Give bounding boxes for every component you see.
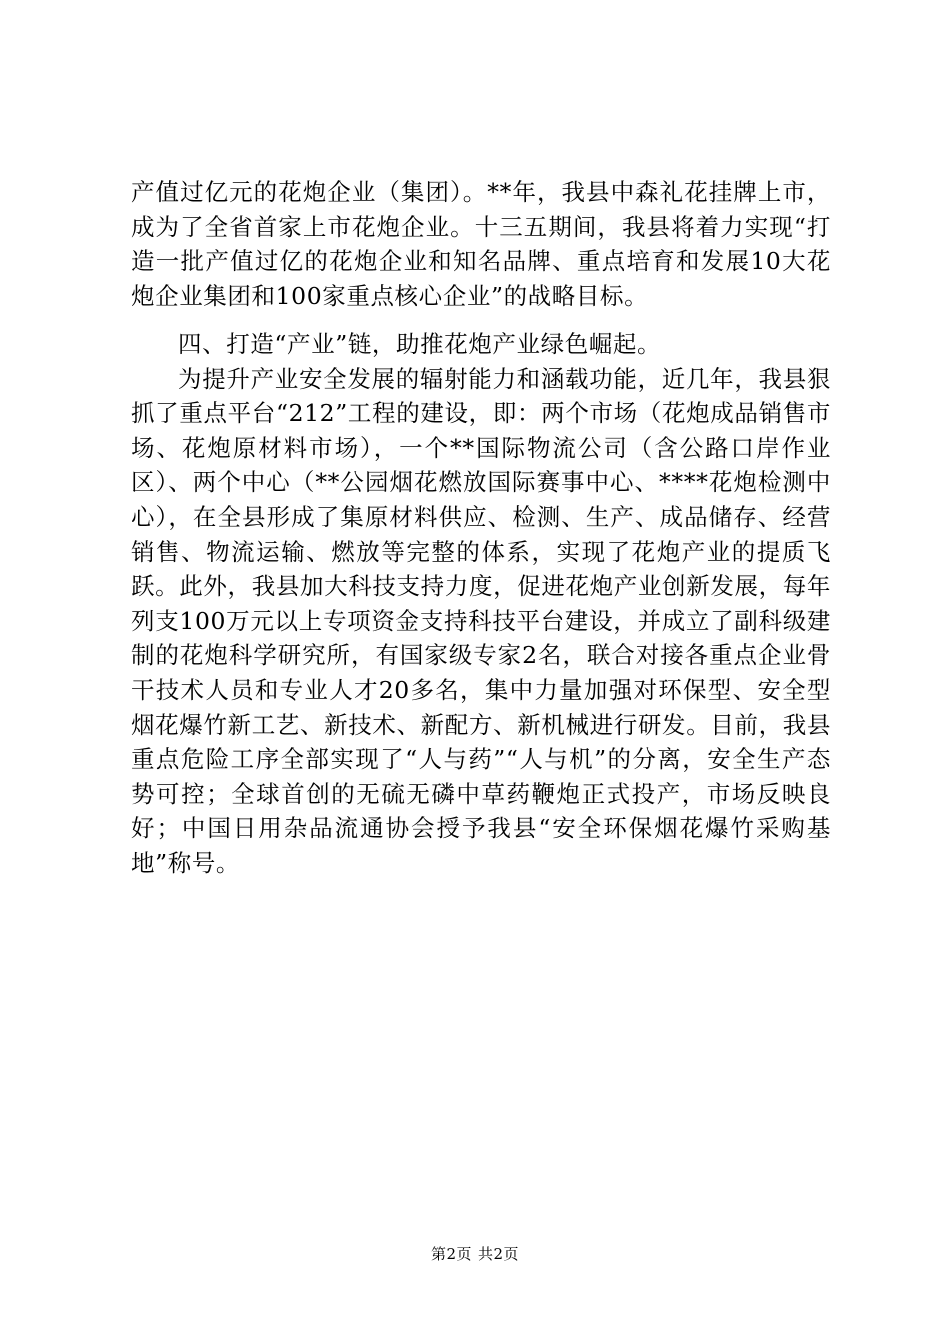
section-heading: 四、打造“产业”链，助推花炮产业绿色崛起。 [178,330,662,358]
page-total: 共2页 [478,1245,520,1263]
page-number: 第2页 [430,1245,472,1263]
paragraph-continuation: 产值过亿元的花炮企业（集团）。**年，我县中森礼花挂牌上市，成为了全省首家上市花炮企业。十三五期间，我县将着力实现“打造一批产值过亿的花炮企业和知名品牌、重点培育和发展10大花炮企业集团和100家重点核心企业”的战略目标。 [131,178,831,310]
text-block-continuation [131,175,831,313]
text-block-section-four [131,327,831,881]
page-footer [0,1244,950,1264]
paragraph-section-body: 为提升产业安全发展的辐射能力和涵载功能，近几年，我县狠抓了重点平台“212”工程的建设，即：两个市场（花炮成品销售市场、花炮原材料市场），一个**国际物流公司（含公路口岸作业区）、两个中心（**公园烟花燃放国际赛事中心、****花炮检测中心），在全县形成了集原材料供应、检测、生产、成品储存、经营销售、物流运输、燃放等完整的体系，实现了花炮产业的提质飞跃。此外，我县加大科技支持力度，促进花炮产业创新发展，每年列支100万元以上专项资金支持科技平台建设，并成立了副科级建制的花炮科学研究所，有国家级专家2名，联合对接各重点企业骨干技术人员和专业人才20多名，集中力量加强对环保型、安全型烟花爆竹新工艺、新技术、新配方、新机械进行研发。目前，我县重点危险工序全部实现了“人与药”“人与机”的分离，安全生产态势可控；全球首创的无硫无磷中草药鞭炮正式投产，市场反映良好；中国日用杂品流通协会授予我县“安全环保烟花爆竹采购基地”称号。 [131,364,831,877]
